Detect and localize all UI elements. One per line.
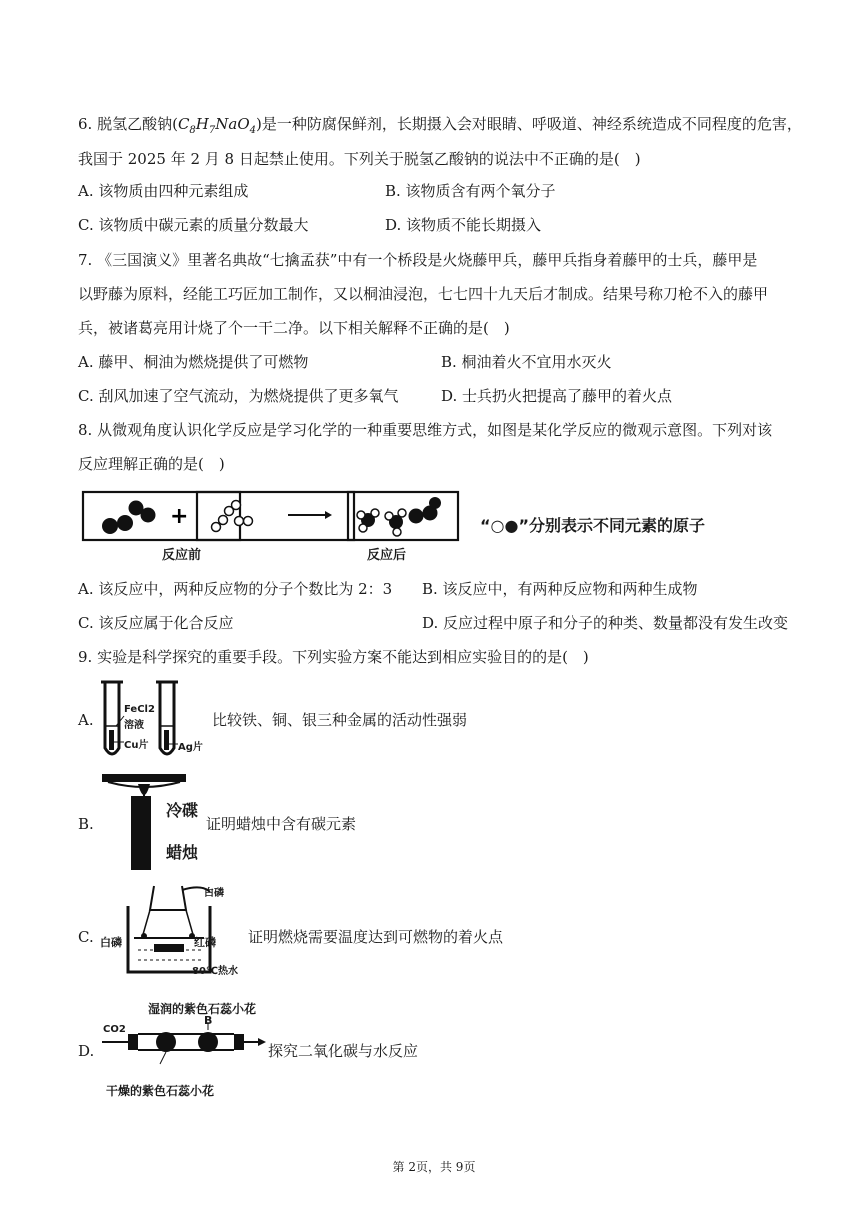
q9-option-b-letter[interactable]: B. [78, 815, 94, 833]
q8-option-b[interactable]: B. 该反应中，有两种反应物和两种生成物 [422, 580, 698, 598]
top-phosphorus-label: 白磷 [204, 888, 224, 899]
q7-stem-line2: 以野藤为原料，经能工巧匠加工制作，又以桐油浸泡，七七四十九天后才制成。结果号称刀枪不入的藤甲 [78, 285, 769, 303]
q9-option-a-letter[interactable]: A. [78, 711, 94, 729]
q8-reaction-diagram [80, 488, 480, 568]
plus-sign: + [170, 504, 189, 529]
q6-option-c[interactable]: C. 该物质中碳元素的质量分数最大 [78, 216, 309, 234]
q8-option-d[interactable]: D. 反应过程中原子和分子的种类、数量都没有发生改变 [422, 614, 789, 632]
q7-option-b[interactable]: B. 桐油着火不宜用水灭火 [441, 353, 612, 371]
q6-stem-line1 [78, 113, 802, 142]
hot-water-label: 80℃热水 [192, 966, 239, 977]
black-atom [117, 515, 133, 531]
q7-option-c[interactable]: C. 刮风加速了空气流动，为燃烧提供了更多氧气 [78, 387, 399, 405]
q7-option-d[interactable]: D. 士兵扔火把提高了藤甲的着火点 [441, 387, 673, 405]
ag-label: Ag片 [178, 742, 203, 753]
white-atom [212, 523, 221, 532]
candle-label: 蜡烛 [166, 843, 199, 862]
q6-option-b[interactable]: B. 该物质含有两个氧分子 [385, 182, 556, 200]
black-atom [141, 508, 156, 523]
q8-legend: “○●”分别表示不同元素的原子 [480, 516, 705, 535]
white-atom [232, 501, 241, 510]
q6-stem-text: 6. 脱氢乙酸钠( [78, 115, 178, 133]
q6-option-d[interactable]: D. 该物质不能长期摄入 [385, 216, 542, 234]
q8-stem-line1: 8. 从微观角度认识化学反应是学习化学的一种重要思维方式，如图是某化学反应的微观示意图。下列对该 [78, 421, 773, 439]
q8-after-label: 反应后 [367, 548, 407, 563]
cu-label: Cu片 [124, 740, 149, 751]
white-atom [219, 516, 228, 525]
page-footer: 第 2页，共 9页 [392, 1160, 476, 1174]
q9-option-d-letter[interactable]: D. [78, 1042, 95, 1060]
q8-stem-line2: 反应理解正确的是( ) [78, 455, 225, 473]
q9-option-d-text: 探究二氧化碳与水反应 [268, 1042, 419, 1060]
q9-option-a-text: 比较铁、铜、银三种金属的活动性强弱 [212, 711, 468, 729]
black-atom [102, 518, 118, 534]
red-phosphorus-label: 红磷 [194, 936, 216, 949]
b-label: B [204, 1014, 213, 1027]
q7-stem-line1: 7. 《三国演义》里著名典故“七擒孟获”中有一个桥段是火烧藤甲兵，藤甲兵指身着藤甲的士兵，藤甲是 [78, 251, 758, 269]
q9-option-b-text: 证明蜡烛中含有碳元素 [206, 815, 357, 833]
q7-option-a[interactable]: A. 藤甲、桐油为燃烧提供了可燃物 [78, 353, 309, 371]
dry-flower-label: 干燥的紫色石蕊小花 [106, 1084, 215, 1098]
q6-option-a[interactable]: A. 该物质由四种元素组成 [78, 182, 249, 200]
q9-option-c-letter[interactable]: C. [78, 928, 94, 946]
white-atom [235, 517, 244, 526]
q9-stem: 9. 实验是科学探究的重要手段。下列实验方案不能达到相应实验目的的是( ) [78, 648, 589, 666]
q8-before-label: 反应前 [162, 548, 202, 563]
wet-flower-label: 湿润的紫色石蕊小花 [148, 1002, 257, 1016]
white-phosphorus-label: 白磷 [100, 936, 122, 949]
q6-stem-line2: 我国于 2025 年 2 月 8 日起禁止使用。下列关于脱氢乙酸钠的说法中不正确的是( ) [78, 150, 641, 168]
co2-label: CO2 [103, 1024, 126, 1035]
white-atom [244, 517, 253, 526]
q8-option-a[interactable]: A. 该反应中，两种反应物的分子个数比为 2：3 [78, 580, 393, 598]
solution-label: 溶液 [124, 720, 144, 731]
q7-stem-line3: 兵，被诸葛亮用计烧了个一干二净。以下相关解释不正确的是( ) [78, 319, 510, 337]
q6-formula: $C_8H_7NaO_4$ [177, 115, 257, 136]
q8-option-c[interactable]: C. 该反应属于化合反应 [78, 614, 234, 632]
q6-stem-text-2: )是一种防腐保鲜剂，长期摄入会对眼睛、呼吸道、神经系统造成不同程度的危害， [256, 115, 802, 133]
cold-dish-label: 冷碟 [166, 801, 199, 820]
fecl2-label: FeCl2 [124, 704, 155, 715]
q9-option-c-text: 证明燃烧需要温度达到可燃物的着火点 [248, 928, 504, 946]
